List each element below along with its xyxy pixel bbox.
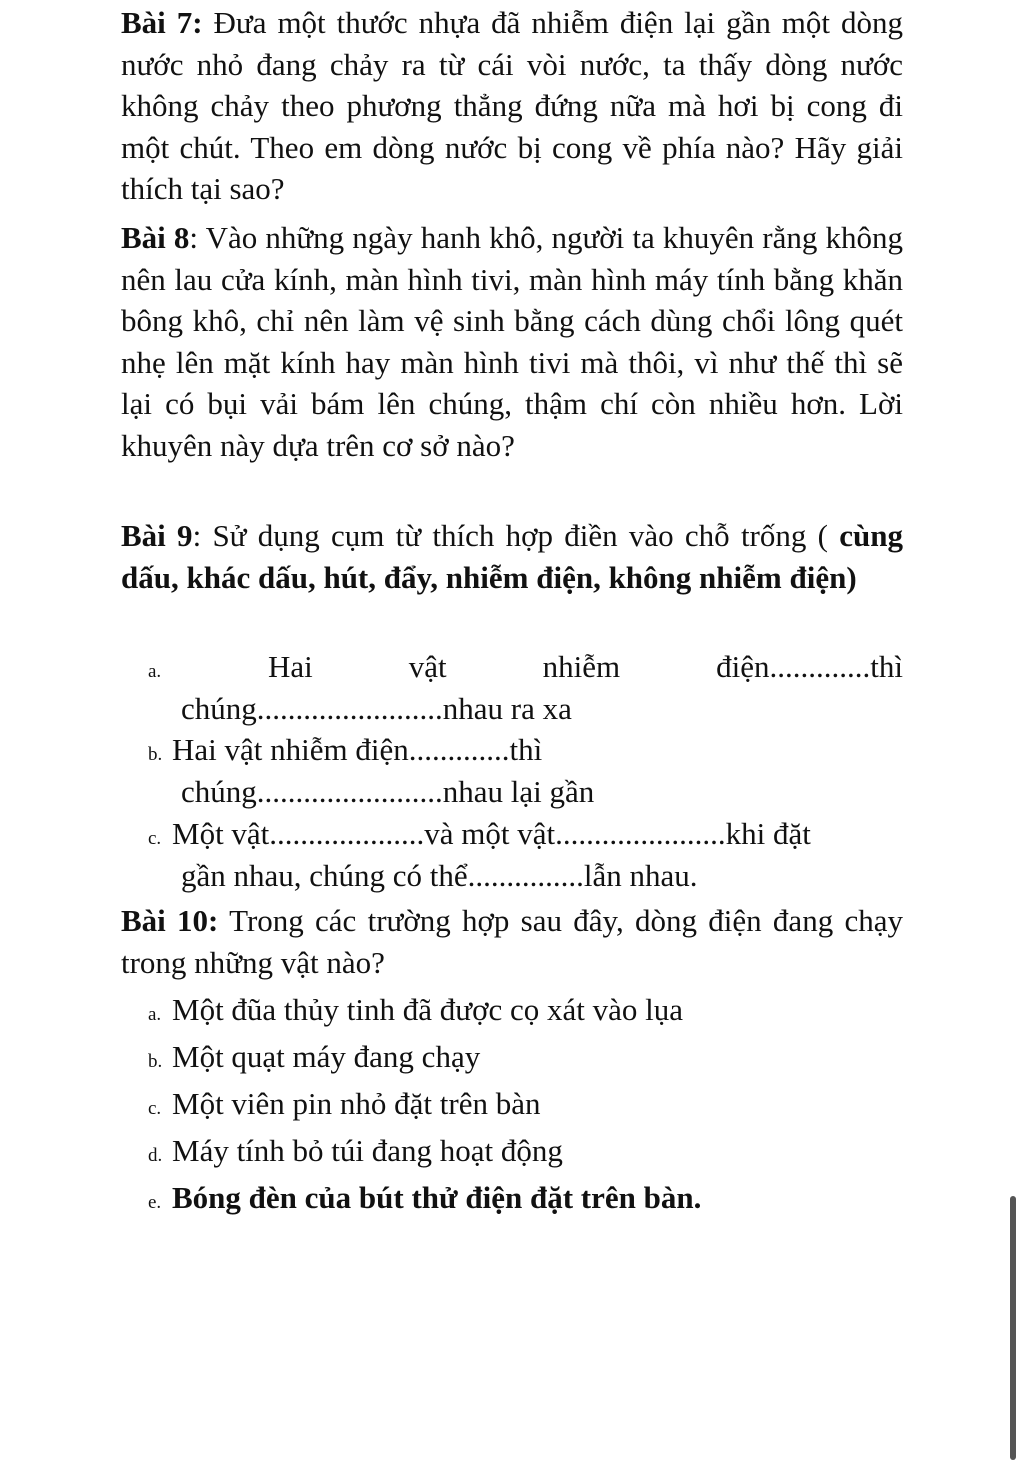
exercise-8 bbox=[121, 217, 903, 466]
exercise-9-item-b bbox=[148, 729, 903, 776]
exercise-10-item-c bbox=[148, 1083, 903, 1130]
item-marker: c. bbox=[148, 1098, 162, 1119]
exercise-9-item-c-line-2: gần nhau, chúng có thể...............lẫn nhau. bbox=[181, 858, 698, 893]
exercise-9-item-a bbox=[148, 646, 903, 693]
item-a-word-4: điện.............thì bbox=[716, 649, 903, 684]
item-text: Máy tính bỏ túi đang hoạt động bbox=[172, 1133, 563, 1168]
exercise-10-item-d bbox=[148, 1130, 903, 1177]
item-marker: b. bbox=[148, 744, 163, 765]
item-marker: d. bbox=[148, 1145, 163, 1166]
exercise-9-label: Bài 9 bbox=[121, 518, 193, 553]
item-c-line-1: Một vật....................và một vật......................khi đặt bbox=[172, 816, 811, 851]
exercise-8-text: : Vào những ngày hanh khô, người ta khuyên rằng không nên lau cửa kính, màn hình tivi, màn hình máy tính bằng khăn bông khô, chỉ nên làm vệ sinh bằng cách dùng chổi lông quét nhẹ lên mặt kính hay màn hình tivi mà thôi, vì như thế thì sẽ lại có bụi vải bám lên chúng, thậm chí còn nhiều hơn. Lời khuyên này dựa trên cơ sở nào? bbox=[121, 220, 903, 463]
scrollbar[interactable] bbox=[1010, 1196, 1016, 1460]
item-a-word-2: vật bbox=[408, 649, 447, 684]
exercise-9-text: : Sử dụng cụm từ thích hợp điền vào chỗ trống ( bbox=[192, 518, 828, 553]
item-marker: b. bbox=[148, 1051, 163, 1072]
item-text: Một đũa thủy tinh đã được cọ xát vào lụa bbox=[172, 992, 684, 1027]
item-b-line-1: Hai vật nhiễm điện.............thì bbox=[172, 732, 543, 767]
exercise-7-label: Bài 7: bbox=[121, 5, 203, 40]
exercise-9-item-a-line-2: chúng........................nhau ra xa bbox=[181, 691, 572, 726]
item-text: Một viên pin nhỏ đặt trên bàn bbox=[172, 1086, 541, 1121]
exercise-9-item-c bbox=[148, 813, 903, 860]
item-text: Bóng đèn của bút thử điện đặt trên bàn. bbox=[172, 1180, 702, 1215]
exercise-9-word-list: cùng dấu, khác dấu, hút, đẩy, nhiễm điện, không nhiễm điện) bbox=[121, 518, 903, 595]
exercise-10-item-e bbox=[148, 1177, 903, 1224]
exercise-10-text: Trong các trường hợp sau đây, dòng điện đang chạy trong những vật nào? bbox=[121, 903, 903, 980]
item-a-word-1: Hai bbox=[268, 649, 313, 684]
item-marker: a. bbox=[148, 661, 162, 682]
item-marker: e. bbox=[148, 1192, 162, 1213]
exercise-10 bbox=[121, 900, 903, 983]
exercise-10-item-b bbox=[148, 1036, 903, 1083]
exercise-9-item-b-line-2: chúng........................nhau lại gần bbox=[181, 774, 595, 809]
exercise-7-text: Đưa một thước nhựa đã nhiễm điện lại gần một dòng nước nhỏ đang chảy ra từ cái vòi nước, ta thấy dòng nước không chảy theo phương thẳng đứng nữa mà hơi bị cong đi một chút. Theo em dòng nước bị cong về phía nào? Hãy giải thích tại sao? bbox=[121, 5, 903, 206]
item-a-word-3: nhiễm bbox=[542, 649, 621, 684]
exercise-10-label: Bài 10: bbox=[121, 903, 219, 938]
exercise-9 bbox=[121, 515, 903, 598]
exercise-8-label: Bài 8 bbox=[121, 220, 190, 255]
exercise-7 bbox=[121, 2, 903, 210]
item-text: Một quạt máy đang chạy bbox=[172, 1039, 481, 1074]
item-marker: c. bbox=[148, 828, 162, 849]
item-marker: a. bbox=[148, 1004, 162, 1025]
exercise-10-item-a bbox=[148, 989, 903, 1036]
